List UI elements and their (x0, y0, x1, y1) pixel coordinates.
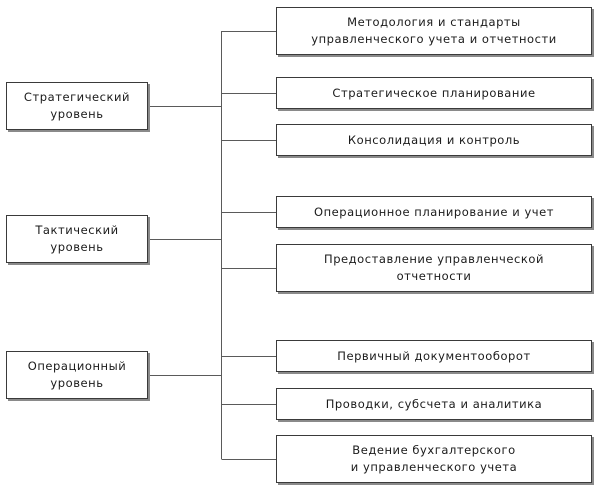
level-label-operational: Операционный уровень (27, 359, 127, 390)
function-label-strategic-planning: Стратегическое планирование (332, 85, 536, 100)
function-box-strategic-planning (276, 77, 592, 109)
function-label-consolidation: Консолидация и контроль (347, 132, 521, 147)
function-label-accounting: Ведение бухгалтерского и управленческого учета (350, 443, 518, 474)
function-box-postings (276, 388, 592, 420)
function-label-document-flow: Первичный документооборот (337, 348, 531, 363)
level-label-strategic: Стратегический уровень (23, 90, 131, 121)
function-box-operational-planning (276, 196, 592, 228)
function-box-document-flow (276, 340, 592, 372)
function-box-consolidation (276, 124, 592, 156)
function-label-methodology: Методология и стандарты управленческого учета и отчетности (311, 15, 557, 46)
level-box-tactical (6, 215, 148, 263)
function-label-reporting: Предоставление управленческой отчетности (324, 252, 544, 283)
level-box-operational (6, 351, 148, 399)
level-label-tactical: Тактический уровень (35, 223, 119, 254)
function-box-methodology (276, 7, 592, 55)
function-box-reporting (276, 244, 592, 292)
level-box-strategic (6, 82, 148, 130)
function-label-postings: Проводки, субсчета и аналитика (325, 396, 543, 411)
function-box-accounting (276, 435, 592, 483)
function-label-operational-planning: Операционное планирование и учет (313, 204, 555, 219)
